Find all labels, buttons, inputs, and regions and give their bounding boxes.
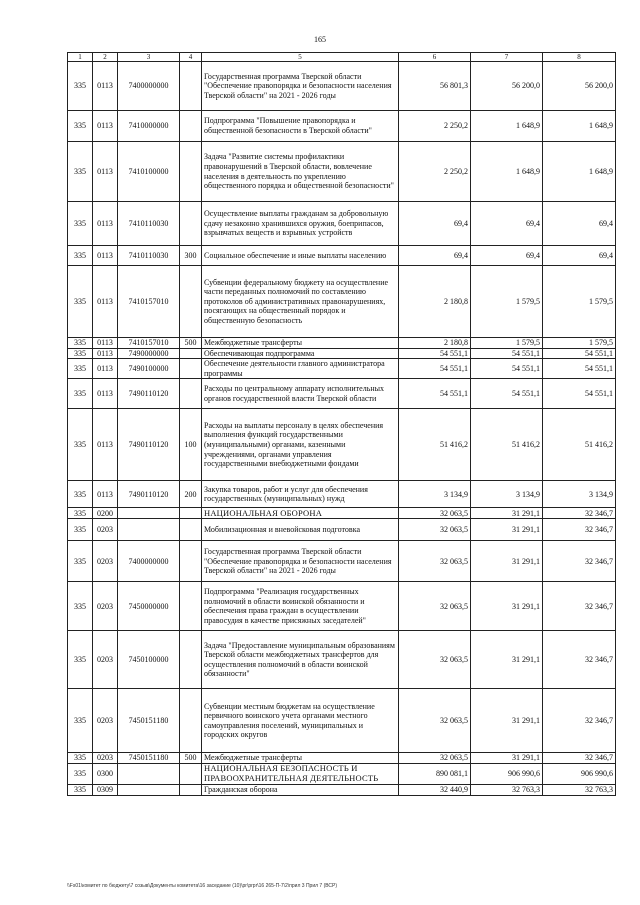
cell-c3: 7450151180 bbox=[118, 689, 180, 753]
cell-c2: 0113 bbox=[93, 359, 118, 379]
cell-c1: 335 bbox=[68, 784, 93, 795]
cell-c2: 0203 bbox=[93, 541, 118, 582]
cell-c1: 335 bbox=[68, 508, 93, 519]
cell-c1: 335 bbox=[68, 142, 93, 202]
cell-c2: 0113 bbox=[93, 266, 118, 338]
cell-c4 bbox=[180, 631, 202, 689]
cell-c6: 3 134,9 bbox=[399, 481, 471, 508]
cell-c7: 69,4 bbox=[471, 246, 543, 266]
cell-c2: 0203 bbox=[93, 582, 118, 631]
cell-c3: 7410110030 bbox=[118, 202, 180, 246]
cell-c5: Закупка товаров, работ и услуг для обеспечения государственных (муниципальных) нужд bbox=[202, 481, 399, 508]
cell-c7: 31 291,1 bbox=[471, 541, 543, 582]
cell-c2: 0113 bbox=[93, 111, 118, 142]
cell-c8: 32 346,7 bbox=[543, 631, 616, 689]
cell-c3: 7410157010 bbox=[118, 338, 180, 349]
table-header-row bbox=[68, 53, 616, 62]
cell-c4 bbox=[180, 541, 202, 582]
cell-c2: 0113 bbox=[93, 409, 118, 481]
cell-c4 bbox=[180, 784, 202, 795]
cell-c8: 1 648,9 bbox=[543, 142, 616, 202]
cell-c5: Межбюджетные трансферты bbox=[202, 753, 399, 764]
cell-c3: 7490110120 bbox=[118, 409, 180, 481]
column-header: 1 bbox=[68, 53, 93, 62]
cell-c6: 56 801,3 bbox=[399, 62, 471, 111]
budget-table bbox=[67, 52, 616, 796]
cell-c5: Расходы по центральному аппарату исполнительных органов государственной власти Тверской области bbox=[202, 379, 399, 409]
table-row bbox=[68, 753, 616, 764]
cell-c2: 0113 bbox=[93, 142, 118, 202]
cell-c5: Обеспечивающая подпрограмма bbox=[202, 348, 399, 359]
cell-c2: 0200 bbox=[93, 508, 118, 519]
column-header: 3 bbox=[118, 53, 180, 62]
cell-c4: 500 bbox=[180, 753, 202, 764]
table-row bbox=[68, 784, 616, 795]
cell-c5: Задача "Предоставление муниципальным образованиям Тверской области межбюджетных трансфертов для осуществления полномочий в области воинской обязанности" bbox=[202, 631, 399, 689]
cell-c7: 31 291,1 bbox=[471, 689, 543, 753]
cell-c8: 32 346,7 bbox=[543, 582, 616, 631]
cell-c7: 54 551,1 bbox=[471, 379, 543, 409]
cell-c4 bbox=[180, 348, 202, 359]
cell-c1: 335 bbox=[68, 266, 93, 338]
cell-c5: Задача "Развитие системы профилактики правонарушений в Тверской области, вовлечение населения в деятельность по укреплению общественного порядка и общественной безопасности" bbox=[202, 142, 399, 202]
cell-c4 bbox=[180, 62, 202, 111]
cell-c2: 0203 bbox=[93, 519, 118, 541]
cell-c2: 0113 bbox=[93, 379, 118, 409]
cell-c6: 32 063,5 bbox=[399, 541, 471, 582]
cell-c5: НАЦИОНАЛЬНАЯ ОБОРОНА bbox=[202, 508, 399, 519]
cell-c6: 32 440,9 bbox=[399, 784, 471, 795]
cell-c2: 0113 bbox=[93, 338, 118, 349]
table-row bbox=[68, 142, 616, 202]
cell-c6: 51 416,2 bbox=[399, 409, 471, 481]
cell-c1: 335 bbox=[68, 582, 93, 631]
cell-c4 bbox=[180, 508, 202, 519]
cell-c6: 890 081,1 bbox=[399, 763, 471, 784]
cell-c3: 7490110120 bbox=[118, 379, 180, 409]
cell-c6: 32 063,5 bbox=[399, 582, 471, 631]
cell-c5: Обеспечение деятельности главного администратора программы bbox=[202, 359, 399, 379]
cell-c6: 32 063,5 bbox=[399, 631, 471, 689]
cell-c5: Гражданская оборона bbox=[202, 784, 399, 795]
cell-c5: Подпрограмма "Реализация государственных полномочий в области воинской обязанности и обеспечения права граждан в осуществлении правосудия в качестве присяжных заседателей" bbox=[202, 582, 399, 631]
cell-c7: 32 763,3 bbox=[471, 784, 543, 795]
cell-c4 bbox=[180, 689, 202, 753]
cell-c2: 0113 bbox=[93, 246, 118, 266]
cell-c7: 69,4 bbox=[471, 202, 543, 246]
cell-c1: 335 bbox=[68, 481, 93, 508]
cell-c2: 0300 bbox=[93, 763, 118, 784]
cell-c5: Мобилизационная и вневойсковая подготовка bbox=[202, 519, 399, 541]
table-row bbox=[68, 202, 616, 246]
cell-c2: 0203 bbox=[93, 631, 118, 689]
cell-c1: 335 bbox=[68, 631, 93, 689]
table-row bbox=[68, 582, 616, 631]
cell-c8: 69,4 bbox=[543, 202, 616, 246]
cell-c7: 1 579,5 bbox=[471, 266, 543, 338]
cell-c8: 1 579,5 bbox=[543, 338, 616, 349]
cell-c4 bbox=[180, 202, 202, 246]
cell-c8: 32 346,7 bbox=[543, 519, 616, 541]
cell-c5: Социальное обеспечение и иные выплаты населению bbox=[202, 246, 399, 266]
cell-c1: 335 bbox=[68, 689, 93, 753]
cell-c6: 69,4 bbox=[399, 246, 471, 266]
cell-c7: 31 291,1 bbox=[471, 631, 543, 689]
cell-c3: 7490100000 bbox=[118, 359, 180, 379]
cell-c5: Государственная программа Тверской области "Обеспечение правопорядка и безопасности населения Тверской области" на 2021 - 2026 годы bbox=[202, 541, 399, 582]
cell-c3: 7450100000 bbox=[118, 631, 180, 689]
cell-c8: 32 346,7 bbox=[543, 689, 616, 753]
cell-c8: 54 551,1 bbox=[543, 359, 616, 379]
cell-c7: 906 990,6 bbox=[471, 763, 543, 784]
cell-c7: 56 200,0 bbox=[471, 62, 543, 111]
cell-c5: Государственная программа Тверской области "Обеспечение правопорядка и безопасности населения Тверской области" на 2021 - 2026 годы bbox=[202, 62, 399, 111]
table-row bbox=[68, 541, 616, 582]
cell-c6: 32 063,5 bbox=[399, 508, 471, 519]
cell-c1: 335 bbox=[68, 763, 93, 784]
cell-c6: 32 063,5 bbox=[399, 689, 471, 753]
cell-c6: 2 180,8 bbox=[399, 266, 471, 338]
table-row bbox=[68, 379, 616, 409]
cell-c8: 32 763,3 bbox=[543, 784, 616, 795]
cell-c4: 500 bbox=[180, 338, 202, 349]
cell-c7: 31 291,1 bbox=[471, 519, 543, 541]
table-row bbox=[68, 508, 616, 519]
cell-c4 bbox=[180, 379, 202, 409]
table-row bbox=[68, 409, 616, 481]
table-row bbox=[68, 266, 616, 338]
cell-c6: 2 250,2 bbox=[399, 142, 471, 202]
cell-c6: 69,4 bbox=[399, 202, 471, 246]
column-header: 6 bbox=[399, 53, 471, 62]
cell-c2: 0113 bbox=[93, 202, 118, 246]
cell-c1: 335 bbox=[68, 111, 93, 142]
cell-c5: НАЦИОНАЛЬНАЯ БЕЗОПАСНОСТЬ И ПРАВООХРАНИТЕЛЬНАЯ ДЕЯТЕЛЬНОСТЬ bbox=[202, 763, 399, 784]
cell-c6: 54 551,1 bbox=[399, 359, 471, 379]
cell-c5: Субвенции федеральному бюджету на осуществление части переданных полномочий по составлению протоколов об административных правонарушениях, посягающих на общественный порядок и общественную безопасность bbox=[202, 266, 399, 338]
cell-c4 bbox=[180, 582, 202, 631]
cell-c6: 2 180,8 bbox=[399, 338, 471, 349]
table-row bbox=[68, 631, 616, 689]
cell-c3 bbox=[118, 763, 180, 784]
cell-c4 bbox=[180, 359, 202, 379]
cell-c2: 0113 bbox=[93, 348, 118, 359]
table-row bbox=[68, 348, 616, 359]
cell-c3: 7450151180 bbox=[118, 753, 180, 764]
table-row bbox=[68, 62, 616, 111]
cell-c6: 54 551,1 bbox=[399, 379, 471, 409]
cell-c1: 335 bbox=[68, 379, 93, 409]
table-row bbox=[68, 359, 616, 379]
cell-c6: 32 063,5 bbox=[399, 519, 471, 541]
cell-c1: 335 bbox=[68, 409, 93, 481]
cell-c8: 54 551,1 bbox=[543, 379, 616, 409]
cell-c1: 335 bbox=[68, 519, 93, 541]
cell-c1: 335 bbox=[68, 338, 93, 349]
cell-c1: 335 bbox=[68, 541, 93, 582]
cell-c3: 7450000000 bbox=[118, 582, 180, 631]
cell-c8: 3 134,9 bbox=[543, 481, 616, 508]
column-header: 5 bbox=[202, 53, 399, 62]
cell-c4 bbox=[180, 519, 202, 541]
cell-c8: 1 579,5 bbox=[543, 266, 616, 338]
cell-c2: 0113 bbox=[93, 62, 118, 111]
cell-c8: 906 990,6 bbox=[543, 763, 616, 784]
cell-c7: 54 551,1 bbox=[471, 348, 543, 359]
cell-c7: 31 291,1 bbox=[471, 508, 543, 519]
cell-c1: 335 bbox=[68, 359, 93, 379]
cell-c3: 7490110120 bbox=[118, 481, 180, 508]
cell-c8: 32 346,7 bbox=[543, 753, 616, 764]
cell-c3 bbox=[118, 519, 180, 541]
cell-c5: Осуществление выплаты гражданам за добровольную сдачу незаконно хранившихся оружия, боеприпасов, взрывчатых веществ и взрывных устройств bbox=[202, 202, 399, 246]
cell-c8: 32 346,7 bbox=[543, 541, 616, 582]
cell-c3: 7400000000 bbox=[118, 62, 180, 111]
cell-c7: 1 648,9 bbox=[471, 142, 543, 202]
cell-c2: 0203 bbox=[93, 689, 118, 753]
column-header: 2 bbox=[93, 53, 118, 62]
cell-c1: 335 bbox=[68, 246, 93, 266]
cell-c4 bbox=[180, 266, 202, 338]
cell-c8: 69,4 bbox=[543, 246, 616, 266]
table-row bbox=[68, 481, 616, 508]
cell-c7: 31 291,1 bbox=[471, 582, 543, 631]
cell-c7: 3 134,9 bbox=[471, 481, 543, 508]
cell-c7: 51 416,2 bbox=[471, 409, 543, 481]
cell-c6: 32 063,5 bbox=[399, 753, 471, 764]
cell-c4 bbox=[180, 763, 202, 784]
cell-c2: 0113 bbox=[93, 481, 118, 508]
cell-c4: 200 bbox=[180, 481, 202, 508]
column-header: 4 bbox=[180, 53, 202, 62]
cell-c4 bbox=[180, 142, 202, 202]
cell-c3: 7400000000 bbox=[118, 541, 180, 582]
cell-c3: 7410000000 bbox=[118, 111, 180, 142]
cell-c8: 32 346,7 bbox=[543, 508, 616, 519]
table-row bbox=[68, 111, 616, 142]
cell-c7: 54 551,1 bbox=[471, 359, 543, 379]
cell-c2: 0203 bbox=[93, 753, 118, 764]
cell-c6: 2 250,2 bbox=[399, 111, 471, 142]
table-row bbox=[68, 689, 616, 753]
cell-c4: 100 bbox=[180, 409, 202, 481]
cell-c7: 1 648,9 bbox=[471, 111, 543, 142]
table-row bbox=[68, 338, 616, 349]
file-path-footer: \\Fs01\комитет по бюджету\7 созыв\Документы комитета\16 заседание (10)\pr\prpr\16 265-П-7\2\прил 3 Прил 7 (ВСР) bbox=[67, 883, 338, 889]
table-row bbox=[68, 763, 616, 784]
cell-c4: 300 bbox=[180, 246, 202, 266]
cell-c3 bbox=[118, 508, 180, 519]
cell-c1: 335 bbox=[68, 202, 93, 246]
table-body bbox=[68, 53, 616, 796]
cell-c1: 335 bbox=[68, 62, 93, 111]
cell-c2: 0309 bbox=[93, 784, 118, 795]
cell-c4 bbox=[180, 111, 202, 142]
cell-c1: 335 bbox=[68, 348, 93, 359]
cell-c5: Подпрограмма "Повышение правопорядка и общественной безопасности в Тверской области" bbox=[202, 111, 399, 142]
cell-c5: Межбюджетные трансферты bbox=[202, 338, 399, 349]
cell-c5: Расходы на выплаты персоналу в целях обеспечения выполнения функций государственными (муниципальными) органами, казенными учреждениями, органами управления государственными внебюджетными фондами bbox=[202, 409, 399, 481]
cell-c1: 335 bbox=[68, 753, 93, 764]
cell-c8: 1 648,9 bbox=[543, 111, 616, 142]
cell-c3: 7410100000 bbox=[118, 142, 180, 202]
cell-c7: 1 579,5 bbox=[471, 338, 543, 349]
cell-c3: 7410110030 bbox=[118, 246, 180, 266]
cell-c6: 54 551,1 bbox=[399, 348, 471, 359]
cell-c5: Субвенции местным бюджетам на осуществление первичного воинского учета органами местного самоуправления поселений, муниципальных и городских округов bbox=[202, 689, 399, 753]
cell-c3: 7410157010 bbox=[118, 266, 180, 338]
cell-c8: 56 200,0 bbox=[543, 62, 616, 111]
page-number: 165 bbox=[314, 35, 326, 44]
cell-c8: 54 551,1 bbox=[543, 348, 616, 359]
column-header: 8 bbox=[543, 53, 616, 62]
column-header: 7 bbox=[471, 53, 543, 62]
table-row bbox=[68, 519, 616, 541]
cell-c7: 31 291,1 bbox=[471, 753, 543, 764]
cell-c3: 7490000000 bbox=[118, 348, 180, 359]
cell-c8: 51 416,2 bbox=[543, 409, 616, 481]
cell-c3 bbox=[118, 784, 180, 795]
table-row bbox=[68, 246, 616, 266]
